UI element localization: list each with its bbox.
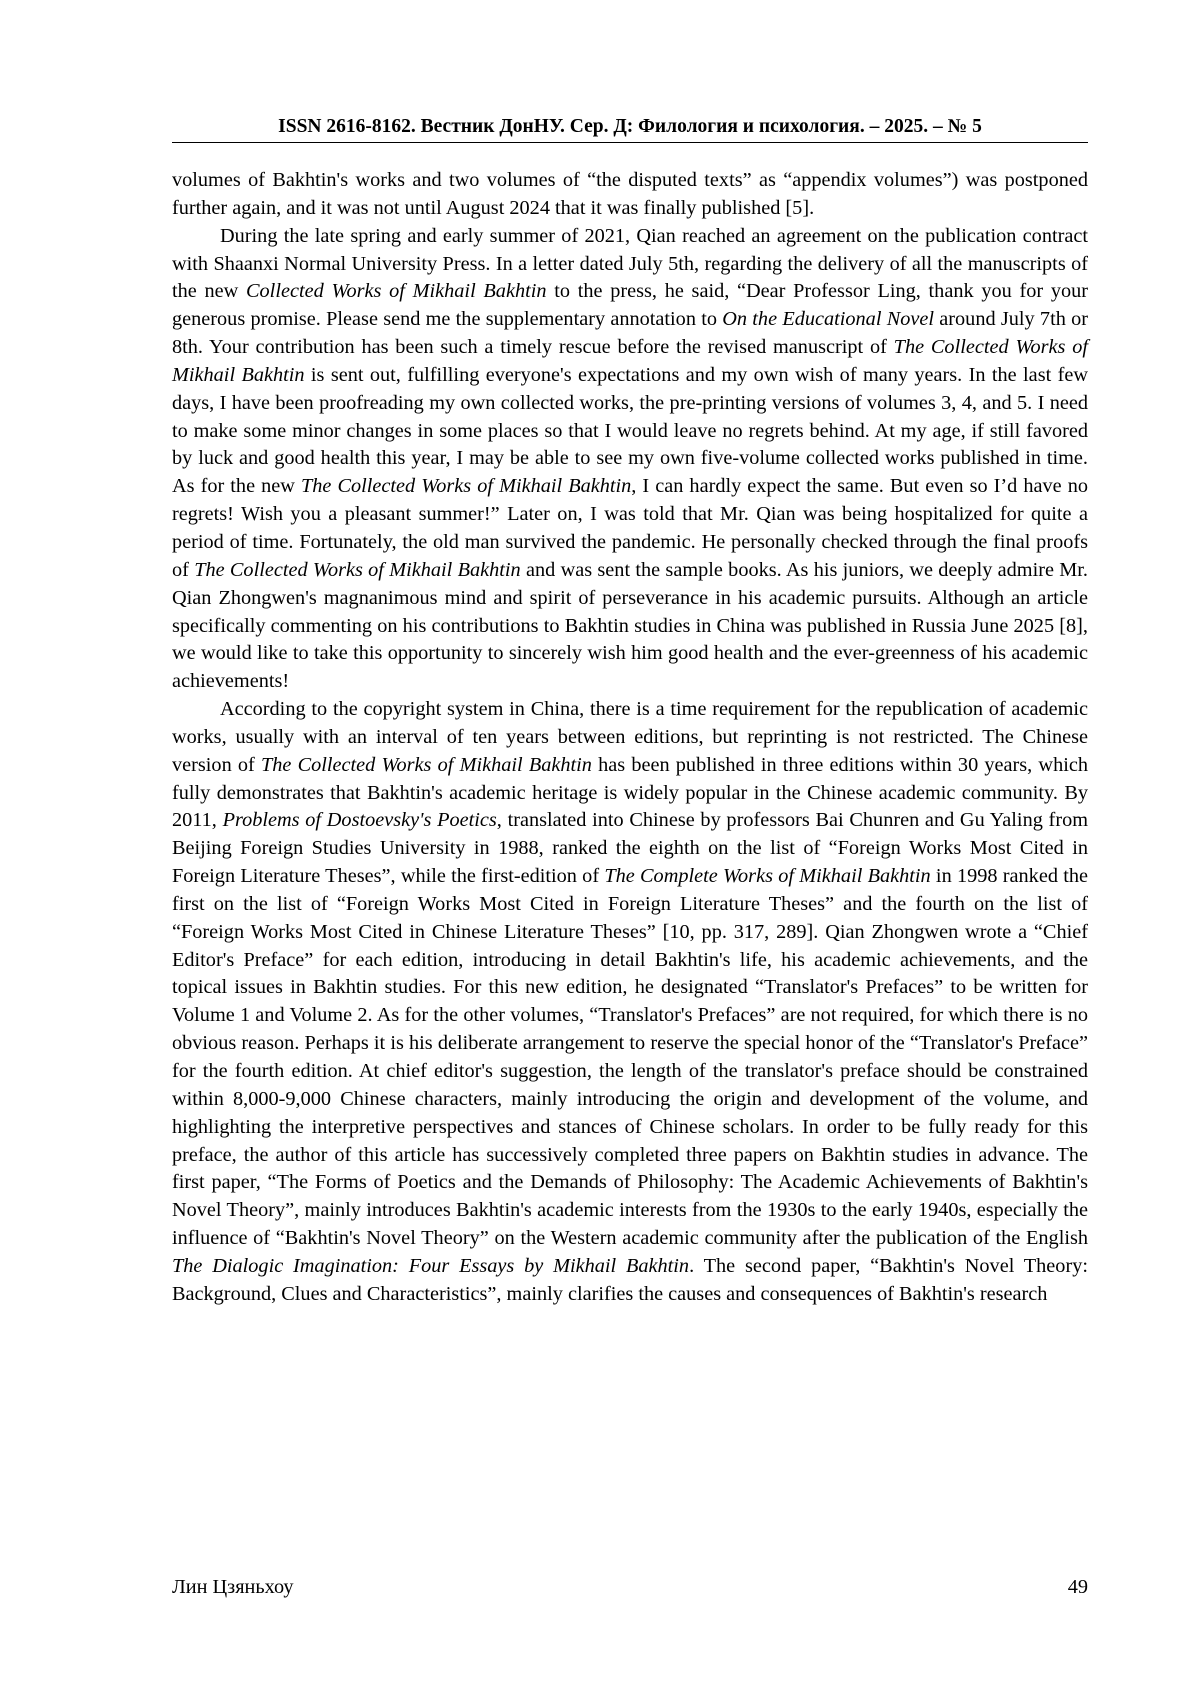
text-run: to the press, he said, “Dear Professor Ling, thank you for your generous promise. Please send me the supplementary annotation to [172,280,1089,331]
italic-title: The Collected Works of Mikhail Bakhtin [260,753,592,776]
italic-title: The Collected Works of Mikhail Bakhtin [172,336,1088,386]
page-number: 49 [1067,1576,1088,1598]
italic-title: The Collected Works of Mikhail Bakhtin [300,475,632,498]
italic-title: Collected Works of Mikhail Bakhtin [246,280,547,303]
text-run: around July 7th or 8th. Your contribution has been such a timely rescue before the revised manuscript of [172,308,1088,359]
paragraph [172,696,1088,1309]
text-run: volumes of Bakhtin's works and two volumes of “the disputed texts” as “appendix volumes”) was postponed further again, and it was not until August 2024 that it was finally published [5]. [172,169,1088,219]
text-run: According to the copyright system in China, there is a time requirement for the republication of academic works, usually with an interval of ten years between editions, but reprinting is not restricted. The Chinese version of [172,698,1088,776]
text-run: During the late spring and early summer of 2021, Qian reached an agreement on the publication contract with Shaanxi Normal University Press. In a letter dated July 5th, regarding the delivery of all the manuscripts of the new [172,224,1088,303]
text-run: and was sent the sample books. As his juniors, we deeply admire Mr. Qian Zhongwen's magnanimous mind and spirit of perseverance in his academic pursuits. Although an article specifically commenting on his contributions to Bakhtin studies in China was published in Russia June 2025 [8], we would like to take this opportunity to sincerely wish him good health and the ever-greenness of his academic achievements! [172,558,1088,693]
italic-title: The Collected Works of Mikhail Bakhtin [194,558,521,581]
text-run: is sent out, fulfilling everyone's expectations and my own wish of many years. In the last few days, I have been proofreading my own collected works, the pre-printing versions of volumes 3, 4, and 5. I need to make some minor changes in some places so that I would leave no regrets behind. At my age, if still favored by luck and good health this year, I may be able to see my own five-volume collected works published in time. As for the new [172,363,1088,498]
text-run: . The second paper, “Bakhtin's Novel Theory: Background, Clues and Characteristics”, mainly clarifies the causes and consequences of Bakhtin's research [172,1254,1088,1305]
journal-page [172,0,1088,1697]
article-body [172,167,1088,1309]
paragraph [172,223,1088,696]
footer-author: Лин Цзяньхоу [172,1576,294,1598]
text-run: has been published in three editions within 30 years, which fully demonstrates that Bakhtin's academic heritage is widely popular in the Chinese academic community. By 2011, [172,753,1088,832]
italic-title: The Dialogic Imagination: Four Essays by Mikhail Bakhtin [172,1254,690,1277]
running-header: ISSN 2616-8162. Вестник ДонНУ. Сер. Д: Филология и психология. – 2025. – № 5 [278,116,982,137]
italic-title: Problems of Dostoevsky's Poetics [222,809,497,832]
text-run: in 1998 ranked the first on the list of “Foreign Works Most Cited in Foreign Literature Theses” and the fourth on the list of “Foreign Works Most Cited in Chinese Literature Theses” [10, pp. 317, 289]. Qian Zhongwen wrote a “Chief Editor's Preface” for each edition, introducing in detail Bakhtin's life, his academic achievements, and the topical issues in Bakhtin studies. For this new edition, he designated “Translator's Prefaces” to be written for Volume 1 and Volume 2. As for the other volumes, “Translator's Prefaces” are not required, for which there is no obvious reason. Perhaps it is his deliberate arrangement to reserve the special honor of the “Translator's Preface” for the fourth edition. At chief editor's suggestion, the length of the translator's preface should be constrained within 8,000-9,000 Chinese characters, mainly introducing the origin and development of the volume, and highlighting the interpretive perspectives and stances of Chinese scholars. In order to be fully ready for this preface, the author of this article has successively completed three papers on Bakhtin studies in advance. The first paper, “The Forms of Poetics and the Demands of Philosophy: The Academic Achievements of Bakhtin's Novel Theory”, mainly introduces Bakhtin's academic interests from the 1930s to the early 1940s, especially the influence of “Bakhtin's Novel Theory” on the Western academic community after the publication of the English [172,865,1088,1250]
italic-title: On the Educational Novel [722,308,935,331]
text-run: , I can hardly expect the same. But even so I’d have no regrets! Wish you a pleasant summer!” Later on, I was told that Mr. Qian was being hospitalized for quite a period of time. Fortunately, the old man survived the pandemic. He personally checked through the final proofs of [172,475,1089,581]
text-run: , translated into Chinese by professors Bai Chunren and Gu Yaling from Beijing Foreign Studies University in 1988, ranked the eighth on the list of “Foreign Works Most Cited in Foreign Literature Theses”, while the first-edition of [172,809,1088,888]
paragraph [172,167,1088,223]
italic-title: The Complete Works of Mikhail Bakhtin [604,865,931,888]
header-rule [172,142,1088,143]
